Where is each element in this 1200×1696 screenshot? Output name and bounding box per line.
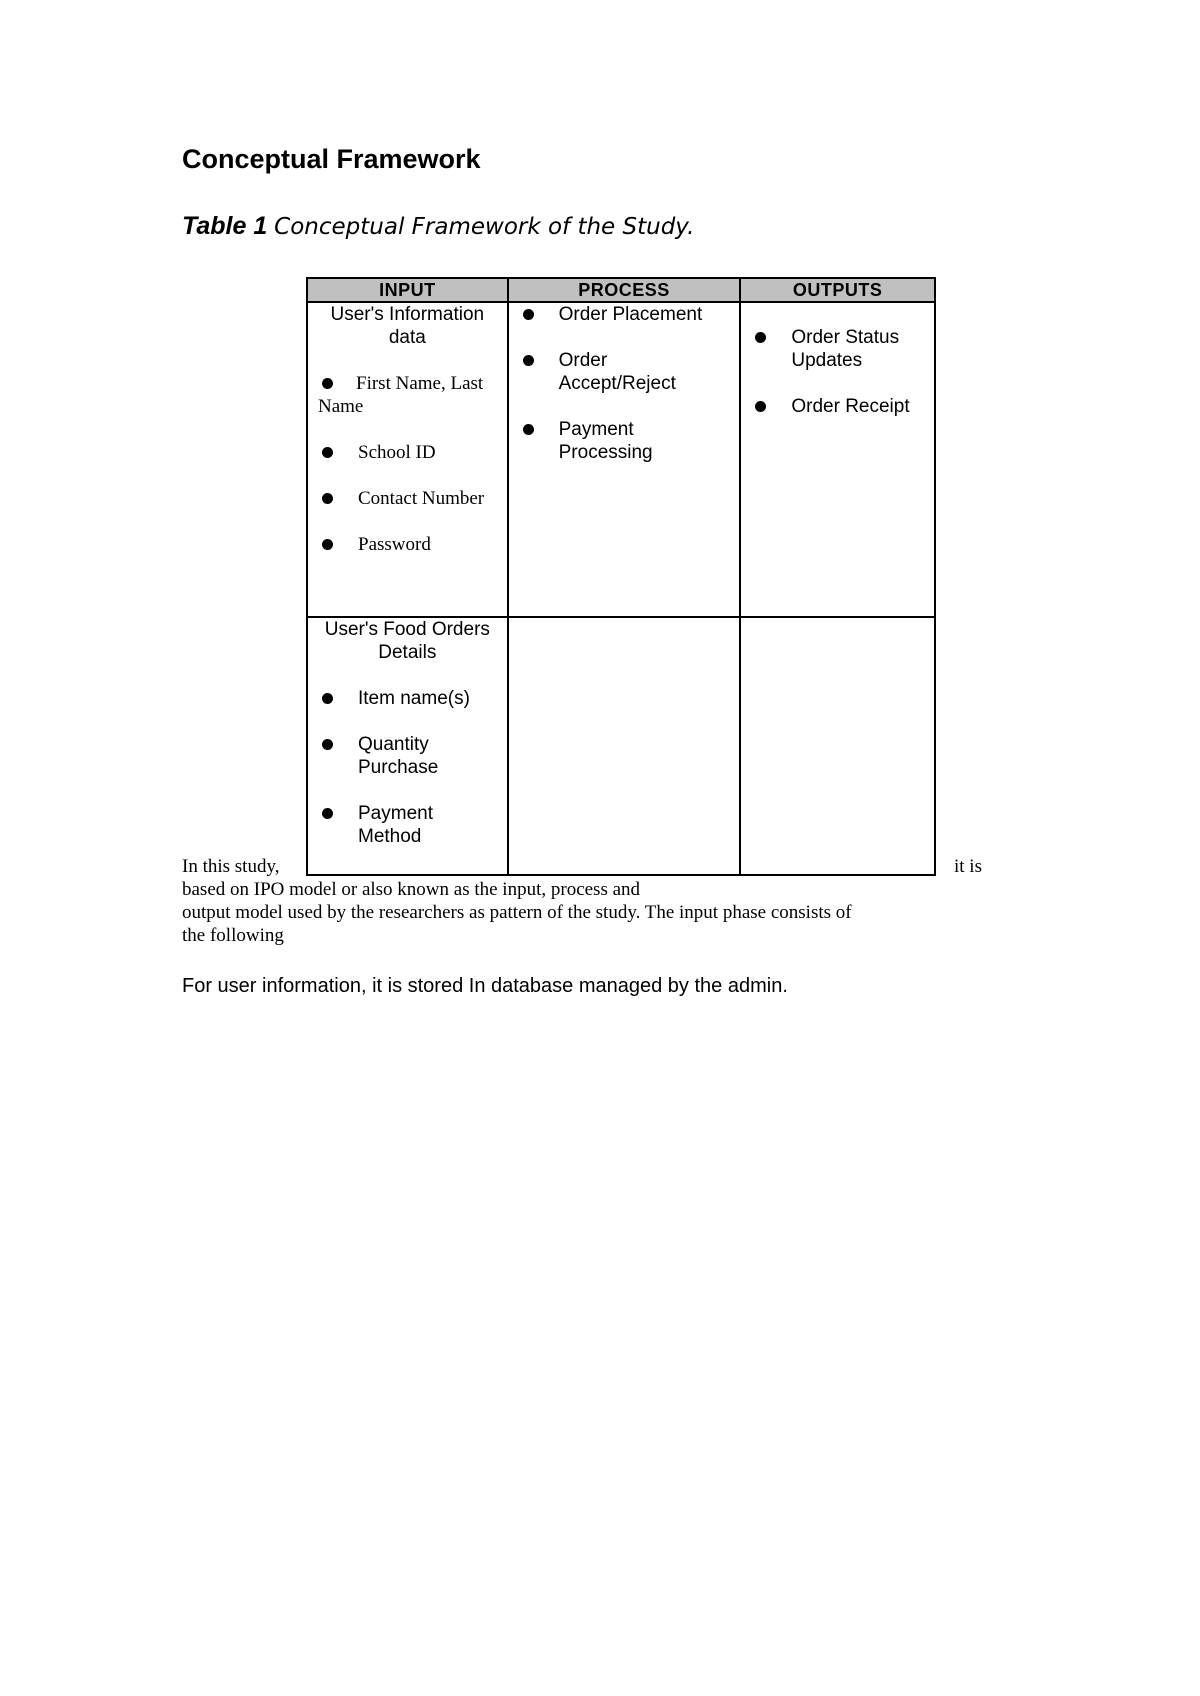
outputs-list bbox=[741, 326, 934, 418]
bullet-icon bbox=[322, 693, 333, 704]
input-list-user-info bbox=[308, 372, 507, 556]
process-list bbox=[509, 303, 740, 464]
paragraph-line: based on IPO model or also known as the input, process and bbox=[182, 879, 641, 900]
list-item: Order Placement bbox=[509, 303, 740, 326]
section-heading: Conceptual Framework bbox=[182, 144, 481, 174]
table-caption-title: Conceptual Framework of the Study. bbox=[274, 214, 695, 240]
list-item: Order Receipt bbox=[741, 395, 934, 418]
input-group-title: User's Information data bbox=[330, 304, 485, 348]
input-cell-food-orders bbox=[307, 617, 508, 875]
header-process: PROCESS bbox=[508, 278, 741, 302]
ipo-table bbox=[306, 277, 936, 876]
list-item: Password bbox=[308, 533, 507, 556]
bullet-icon bbox=[322, 493, 333, 504]
list-item: School ID bbox=[308, 441, 507, 464]
bullet-icon bbox=[322, 739, 333, 750]
list-item: Contact Number bbox=[308, 487, 507, 510]
input-list-food-orders bbox=[308, 687, 507, 848]
bullet-icon bbox=[523, 424, 534, 435]
bullet-icon bbox=[755, 401, 766, 412]
list-item: Order Status Updates bbox=[741, 326, 934, 372]
body-paragraph: For user information, it is stored In database managed by the admin. bbox=[182, 975, 788, 997]
list-item: Item name(s) bbox=[308, 687, 507, 710]
bullet-icon bbox=[755, 332, 766, 343]
bullet-icon bbox=[322, 539, 333, 550]
bullet-icon bbox=[322, 447, 333, 458]
paragraph-line: output model used by the researchers as pattern of the study. The input phase consists of bbox=[182, 902, 852, 923]
list-item: Payment Processing bbox=[509, 418, 740, 464]
list-item: Payment Method bbox=[308, 802, 507, 848]
bullet-icon bbox=[523, 355, 534, 366]
list-item: Quantity Purchase bbox=[308, 733, 507, 779]
paragraph-line-end: it is bbox=[954, 856, 982, 877]
bullet-icon bbox=[322, 378, 333, 389]
header-outputs: OUTPUTS bbox=[740, 278, 935, 302]
input-cell-user-info bbox=[307, 302, 508, 617]
paragraph-line: the following bbox=[182, 925, 284, 946]
outputs-cell-empty bbox=[740, 617, 935, 875]
list-item: Order Accept/Reject bbox=[509, 349, 740, 395]
input-group-title: User's Food Orders Details bbox=[324, 619, 490, 663]
bullet-icon bbox=[523, 309, 534, 320]
table-caption bbox=[182, 212, 694, 241]
header-input: INPUT bbox=[307, 278, 508, 302]
paragraph-line-start: In this study, bbox=[182, 856, 280, 877]
list-item: First Name, Last Name bbox=[318, 373, 484, 417]
bullet-icon bbox=[322, 808, 333, 819]
table-caption-label: Table 1 bbox=[182, 212, 268, 240]
process-cell-empty bbox=[508, 617, 741, 875]
process-cell bbox=[508, 302, 741, 617]
outputs-cell bbox=[740, 302, 935, 617]
